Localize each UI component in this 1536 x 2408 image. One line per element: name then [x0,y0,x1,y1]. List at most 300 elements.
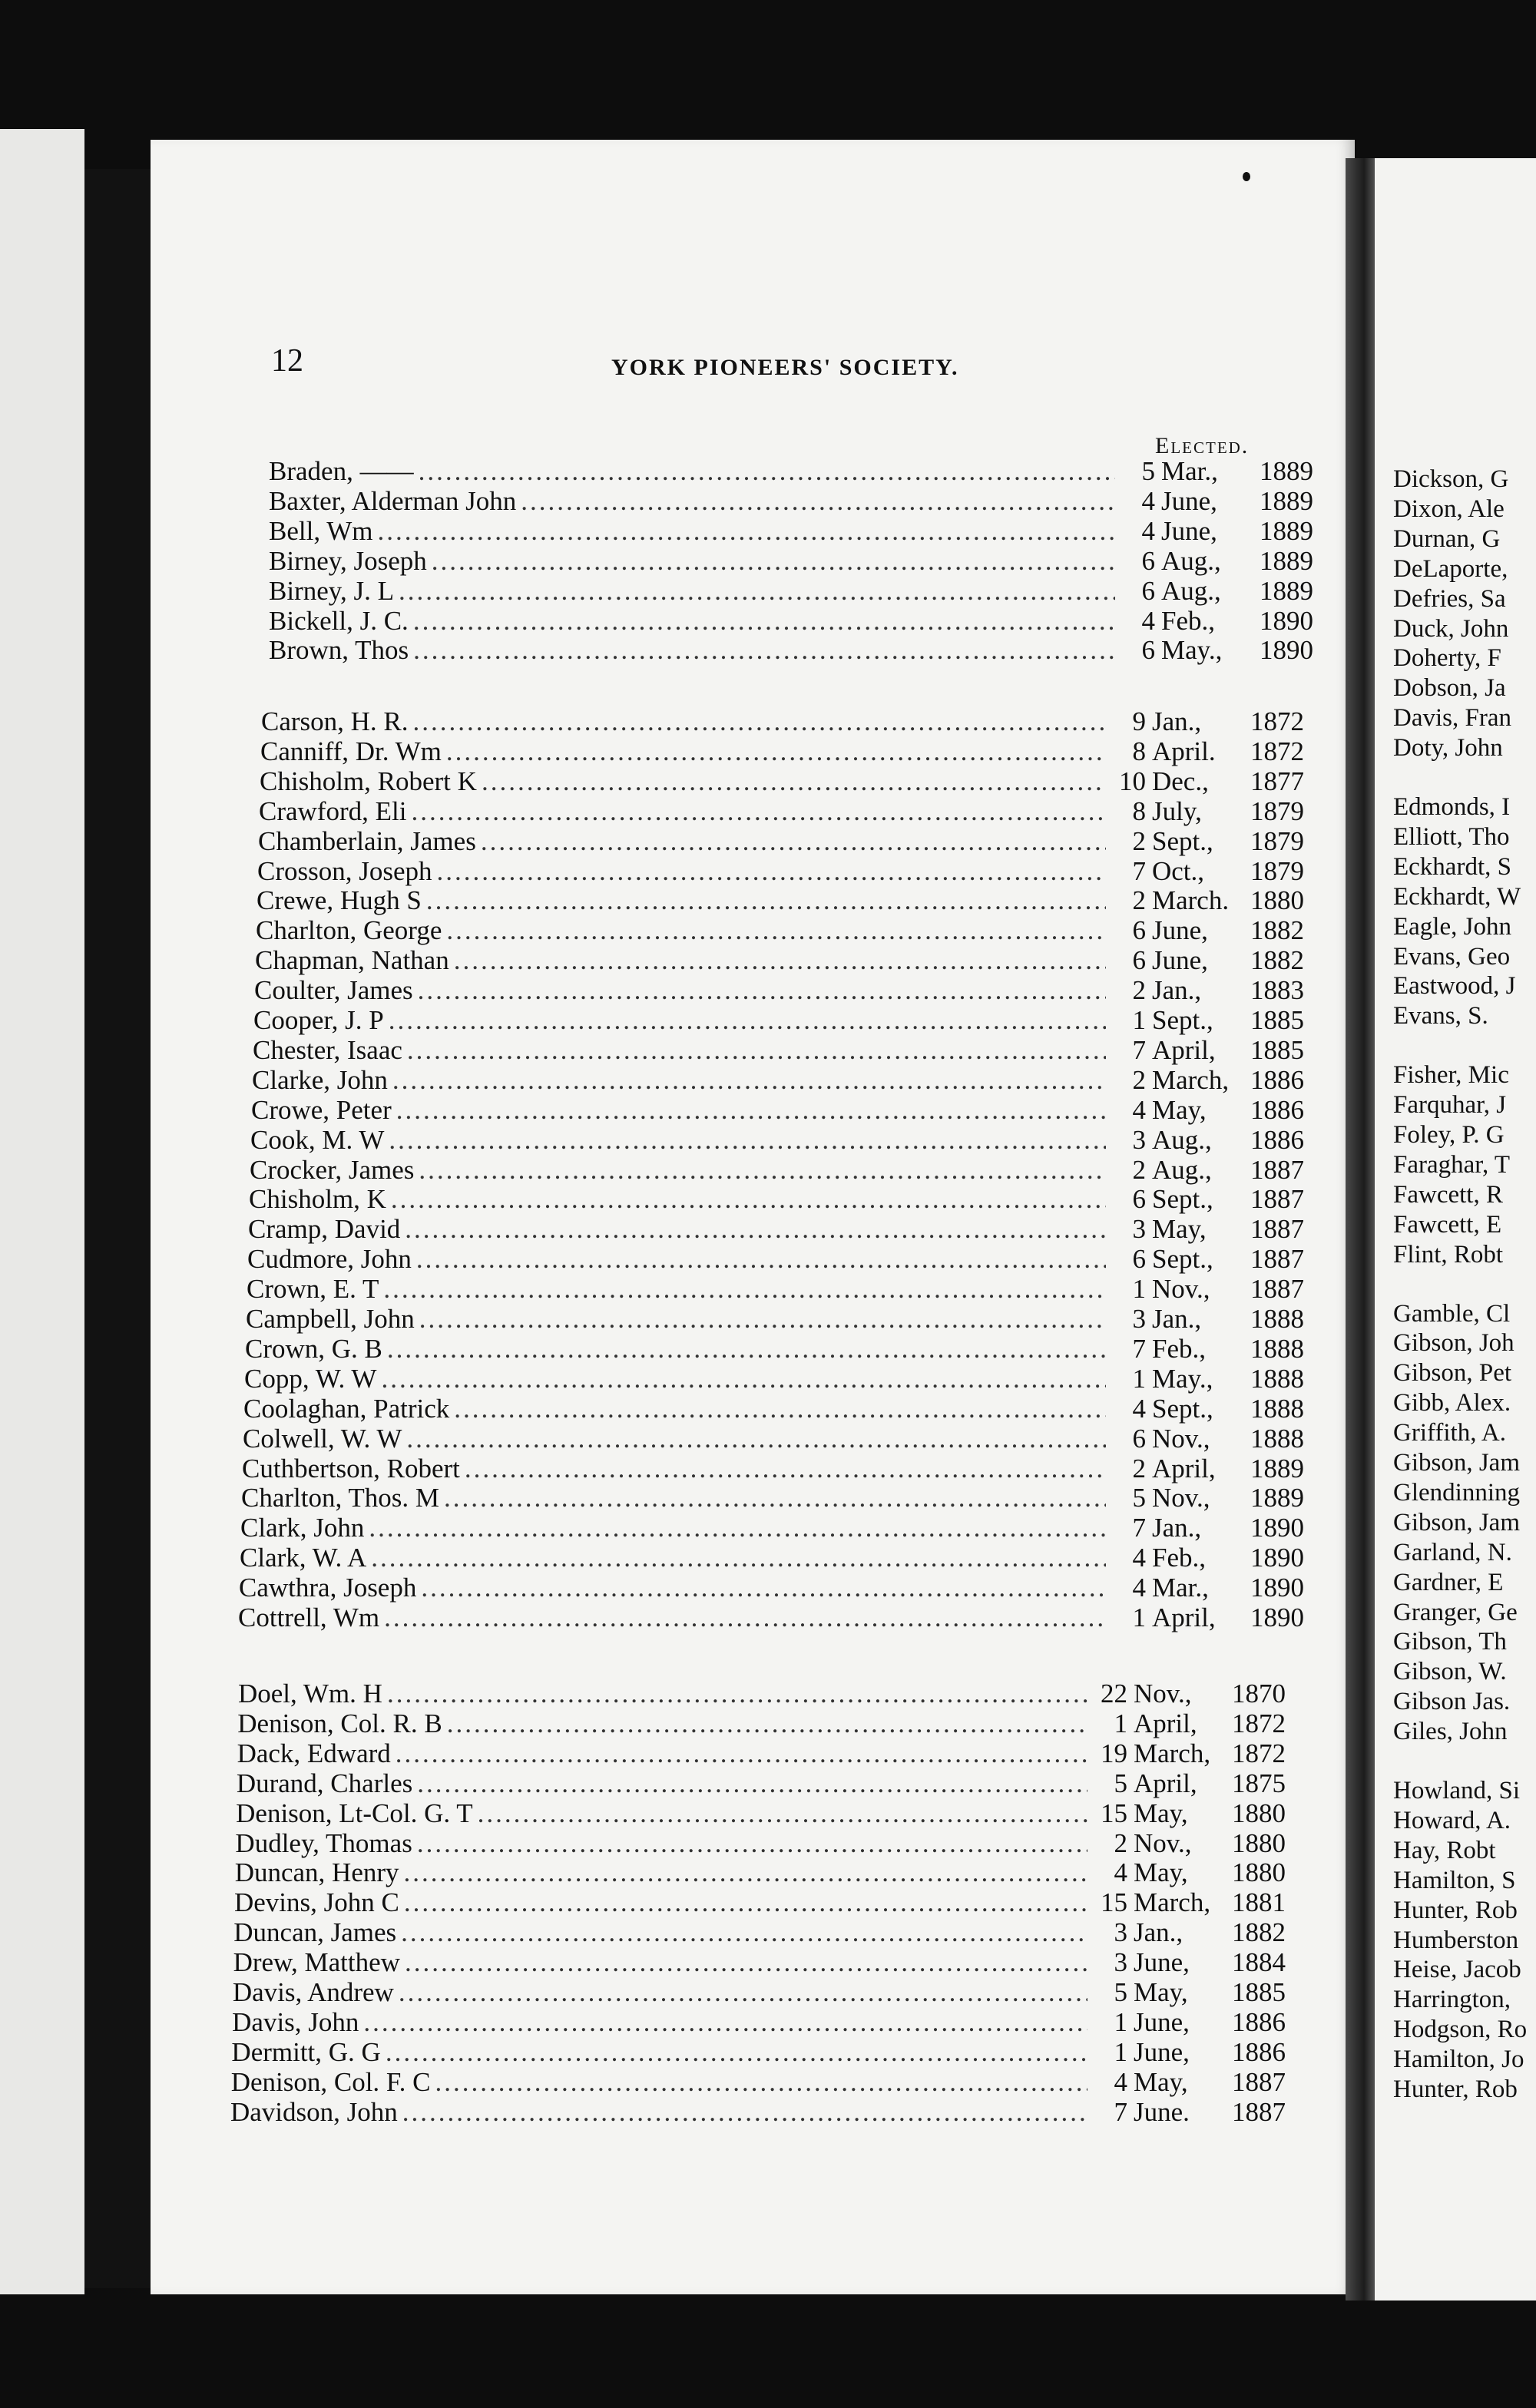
facing-page-entry: Hunter, Rob [1393,1896,1518,1924]
facing-page-entry: Doty, John [1393,734,1503,762]
elected-month: April, [1152,1453,1216,1484]
dot-leader [389,1125,1106,1156]
dot-leader [405,1947,1087,1978]
member-entry [257,856,1306,887]
elected-day: 6 [1132,1244,1146,1275]
member-name: Drew, Matthew [233,1947,400,1978]
elected-month: May, [1133,2066,1188,2097]
elected-month: Jan., [1133,1917,1183,1948]
elected-month: May, [1133,1857,1188,1888]
member-name: Brown, Thos [269,635,409,666]
dot-leader [402,2097,1087,2128]
elected-year: 1889 [1260,545,1313,576]
elected-year: 1887 [1250,1274,1304,1305]
elected-year: 1889 [1260,575,1313,606]
dot-leader [411,796,1106,827]
dot-leader [419,1304,1106,1335]
member-entry [239,1573,1306,1603]
elected-year: 1886 [1250,1124,1304,1155]
elected-year: 1887 [1250,1244,1304,1275]
elected-month: Nov., [1152,1423,1210,1454]
ink-dot [1243,172,1250,181]
member-entry [269,606,1315,637]
elected-year: 1889 [1250,1453,1304,1484]
member-name: Dack, Edward [237,1738,391,1768]
elected-month: April, [1133,1768,1197,1798]
member-entry [231,2037,1287,2068]
member-name: Cramp, David [248,1214,401,1245]
elected-day: 2 [1114,1828,1127,1858]
facing-page-entry: Gibson, W. [1393,1658,1507,1686]
elected-day: 2 [1132,1064,1146,1095]
elected-month: Sept., [1152,1005,1213,1035]
facing-page-entry: Faraghar, T [1393,1150,1511,1179]
elected-month: Aug., [1161,545,1221,576]
member-name: Dudley, Thomas [235,1828,412,1858]
dot-leader [407,1035,1106,1066]
dot-leader [413,606,1115,637]
elected-month: Aug., [1152,1124,1212,1155]
elected-day: 1 [1114,2006,1127,2037]
facing-page-entry: Doherty, F [1393,644,1501,673]
member-name: Clark, John [240,1513,365,1543]
elected-month: May, [1133,1977,1188,2007]
facing-left-page-edge [0,129,84,2294]
facing-page-entry: Davis, Fran [1393,704,1511,733]
elected-year: 1888 [1250,1333,1304,1364]
elected-month: May., [1161,635,1223,666]
member-name: Birney, J. L [269,575,394,606]
elected-month: Nov., [1133,1828,1192,1858]
member-name: Cook, M. W [250,1124,385,1155]
member-entry [237,1708,1287,1739]
member-name: Crosson, Joseph [257,855,432,886]
dot-leader [417,1768,1087,1799]
elected-month: March, [1133,1738,1211,1768]
member-entry [259,796,1306,827]
elected-year: 1870 [1232,1679,1286,1708]
member-name: Clarke, John [252,1064,388,1095]
facing-page-entry: Gibson, Pet [1393,1359,1512,1388]
member-name: Copp, W. W [244,1363,377,1394]
member-entry [249,1184,1306,1215]
dot-leader [444,1483,1106,1513]
member-entry [260,736,1306,767]
facing-page-entry: Evans, S. [1393,1002,1488,1030]
dot-leader [387,1679,1087,1709]
elected-day: 3 [1114,1947,1127,1978]
elected-month: Sept., [1152,1244,1213,1275]
facing-page-entry: Gibson, Th [1393,1628,1507,1656]
elected-year: 1889 [1250,1483,1304,1513]
member-name: Bell, Wm [269,515,373,546]
member-name: Crawford, Eli [259,796,407,826]
dot-leader [521,486,1115,517]
elected-year: 1885 [1231,1977,1286,2007]
elected-day: 8 [1132,796,1146,826]
dot-leader [389,1005,1106,1036]
member-entry [232,2007,1287,2038]
elected-day: 15 [1100,1798,1127,1828]
elected-year: 1888 [1250,1304,1304,1334]
elected-day: 4 [1132,1573,1146,1603]
elected-day: 3 [1114,1917,1127,1948]
member-entry [238,1679,1287,1709]
facing-page-entry: Fawcett, R [1393,1180,1503,1209]
elected-day: 5 [1132,1483,1146,1513]
member-name: Cuthbertson, Robert [242,1453,460,1484]
member-entry [248,1214,1306,1245]
elected-day: 7 [1132,1034,1146,1065]
elected-month: Nov., [1152,1274,1210,1305]
elected-day: 7 [1132,1513,1146,1543]
member-entry [258,826,1306,857]
elected-month: Aug., [1161,575,1221,606]
elected-year: 1888 [1250,1393,1304,1424]
elected-month: June, [1161,515,1217,546]
elected-year: 1875 [1231,1768,1286,1798]
elected-day: 6 [1141,545,1155,576]
member-entry [261,706,1306,737]
member-entry [233,1947,1287,1978]
dot-leader [371,1543,1106,1573]
elected-month: Aug., [1152,1154,1212,1185]
member-entry [269,486,1315,517]
elected-day: 1 [1114,1708,1127,1738]
elected-day: 3 [1132,1304,1146,1334]
elected-day: 2 [1132,825,1146,856]
elected-month: May, [1133,1798,1188,1828]
elected-day: 4 [1132,1543,1146,1573]
facing-page-entry: Glendinning [1393,1478,1520,1507]
member-name: Chisholm, Robert K [260,766,477,796]
member-entry [269,516,1315,547]
member-name: Clark, W. A [240,1543,367,1573]
elected-year: 1882 [1250,945,1304,976]
facing-page-entry: Eckhardt, S [1393,852,1511,881]
facing-page-entry: Foley, P. G [1393,1121,1505,1149]
elected-day: 6 [1132,1423,1146,1454]
elected-year: 1889 [1260,456,1313,486]
elected-year: 1890 [1250,1603,1304,1632]
facing-page-entry: Gibson, Joh [1393,1329,1514,1358]
elected-day: 19 [1100,1738,1127,1768]
member-name: Crocker, James [250,1154,415,1185]
elected-month: April, [1152,1034,1216,1065]
elected-year: 1880 [1231,1798,1286,1828]
member-entry [269,576,1315,607]
member-entry [240,1543,1306,1573]
member-name: Chapman, Nathan [255,945,449,976]
member-entry [245,1334,1306,1364]
facing-page-entry: Granger, Ge [1393,1598,1518,1626]
dot-leader [383,1274,1106,1305]
member-entry [260,766,1306,797]
elected-year: 1886 [1231,2006,1286,2037]
elected-year: 1883 [1250,975,1304,1006]
facing-page-entry: Hay, Robt [1393,1836,1496,1864]
member-name: Davidson, John [230,2096,398,2127]
elected-month: June, [1152,915,1208,946]
elected-day: 1 [1132,1603,1146,1632]
member-name: Coulter, James [254,975,413,1006]
facing-page-entry: Elliott, Tho [1393,822,1510,851]
facing-page-entry: Durnan, G [1393,524,1501,553]
dot-leader [421,1573,1106,1603]
member-name: Dermitt, G. G [231,2036,381,2067]
dot-leader [381,1364,1106,1394]
facing-page-entry: Dobson, Ja [1393,674,1506,703]
member-entry [246,1304,1306,1335]
elected-year: 1880 [1250,885,1304,916]
elected-year: 1887 [1250,1154,1304,1185]
facing-page-entry: Gibb, Alex. [1393,1389,1511,1417]
facing-page-entry: Heise, Jacob [1393,1956,1521,1984]
member-name: Chester, Isaac [253,1034,402,1065]
facing-page-entry: Humberston [1393,1926,1519,1954]
elected-month: June, [1161,485,1217,516]
facing-page-entry: Hamilton, S [1393,1866,1516,1894]
member-name: Chamberlain, James [258,825,476,856]
dot-leader [391,1184,1106,1215]
dot-leader [392,1065,1106,1096]
dot-leader [399,1977,1087,2008]
facing-page-entry: Flint, Robt [1393,1240,1504,1268]
elected-month: Oct., [1152,855,1205,886]
facing-page-entry: Dixon, Ale [1393,495,1505,523]
dot-leader [447,1708,1087,1739]
elected-month: Sept., [1152,1393,1213,1424]
dot-leader [417,1828,1087,1859]
member-name: Crowe, Peter [251,1094,392,1125]
elected-month: Nov., [1134,1679,1192,1708]
elected-day: 9 [1132,706,1146,736]
elected-day: 6 [1132,945,1146,976]
elected-year: 1882 [1231,1917,1286,1948]
facing-page-entry: Garland, N. [1393,1538,1512,1566]
elected-day: 4 [1141,605,1155,636]
member-entry [243,1424,1306,1454]
dot-leader [416,1244,1106,1275]
elected-month: Feb., [1161,605,1215,636]
facing-page-entry: Griffith, A. [1393,1419,1506,1447]
dot-leader [401,1917,1087,1948]
member-name: Campbell, John [246,1304,415,1334]
member-entry [269,456,1315,487]
member-entry [269,546,1315,577]
member-entry [235,1828,1287,1859]
dot-leader [435,2067,1087,2098]
elected-year: 1889 [1260,515,1313,546]
elected-month: April, [1152,1603,1216,1632]
running-head: YORK PIONEERS' SOCIETY. [611,355,959,380]
elected-month: March, [1152,1064,1230,1095]
elected-year: 1890 [1260,635,1313,666]
member-name: Crown, E. T [247,1274,379,1305]
dot-leader [419,456,1115,487]
elected-year: 1885 [1250,1034,1304,1065]
elected-year: 1886 [1231,2036,1286,2067]
page-number: 12 [271,343,303,379]
member-entry [236,1798,1287,1829]
member-name: Canniff, Dr. Wm [260,736,442,766]
facing-page-entry: Gardner, E [1393,1568,1504,1596]
elected-day: 7 [1114,2096,1127,2127]
facing-page-entry: Howard, A. [1393,1806,1511,1834]
elected-year: 1879 [1250,855,1304,886]
facing-page-entry: Fawcett, E [1393,1210,1502,1239]
elected-year: 1880 [1231,1857,1286,1888]
dot-leader [419,1155,1106,1186]
dot-leader [465,1454,1106,1484]
elected-day: 4 [1114,2066,1127,2097]
dot-leader [446,736,1106,767]
elected-year: 1879 [1250,825,1304,856]
facing-page-entry: Hodgson, Ro [1393,2016,1528,2044]
dot-leader [363,2007,1087,2038]
member-entry [250,1125,1306,1156]
member-name: Baxter, Alderman John [269,485,517,516]
facing-page-entry: Eagle, John [1393,912,1511,941]
elected-year: 1882 [1250,915,1304,946]
dot-leader [481,826,1106,857]
elected-day: 6 [1141,575,1155,606]
facing-page-entry: Eckhardt, W [1393,882,1521,911]
dot-leader [377,516,1115,547]
elected-year: 1888 [1250,1423,1304,1454]
elected-day: 5 [1114,1768,1127,1798]
member-entry [240,1513,1306,1543]
elected-year: 1887 [1232,2096,1286,2127]
member-entry [238,1603,1306,1633]
member-entry [253,1035,1306,1066]
member-entry [255,945,1306,976]
dot-leader [413,706,1106,737]
member-name: Braden, —— [269,456,414,486]
facing-page-entry: Duck, John [1393,614,1509,643]
elected-day: 2 [1132,885,1146,916]
dot-leader [369,1513,1106,1543]
member-entry [241,1483,1306,1513]
elected-day: 1 [1132,1274,1146,1305]
dot-leader [482,766,1106,797]
elected-year: 1890 [1250,1573,1304,1603]
member-name: Durand, Charles [236,1768,413,1798]
elected-year: 1872 [1231,1708,1286,1738]
facing-page-entry: Fisher, Mic [1393,1061,1509,1090]
dot-leader [478,1798,1087,1829]
elected-day: 3 [1132,1214,1146,1245]
elected-year: 1872 [1231,1738,1286,1768]
elected-year: 1890 [1250,1543,1304,1573]
binding-shadow-left [84,169,157,2288]
member-entry [269,635,1315,666]
facing-page-entry: Defries, Sa [1393,584,1506,613]
member-name: Charlton, Thos. M [241,1483,439,1513]
elected-month: Jan., [1152,706,1202,736]
elected-day: 4 [1141,515,1155,546]
elected-year: 1889 [1260,485,1313,516]
member-name: Duncan, James [233,1917,397,1948]
member-entry [251,1095,1306,1126]
dot-leader [418,975,1106,1006]
dot-leader [396,1738,1087,1769]
elected-month: June, [1133,1947,1190,1978]
member-name: Cooper, J. P [253,1005,384,1035]
facing-page-entry: Gibson, Jam [1393,1508,1520,1536]
elected-day: 4 [1132,1393,1146,1424]
elected-year: 1880 [1231,1828,1286,1858]
member-entry [247,1244,1306,1275]
elected-year: 1886 [1250,1094,1304,1125]
elected-month: June, [1133,2006,1190,2037]
elected-month: Sept., [1152,825,1213,856]
elected-year: 1881 [1232,1887,1286,1918]
facing-page-entry: DeLaporte, [1393,554,1508,583]
elected-year: 1886 [1250,1064,1304,1095]
member-entry [237,1768,1287,1799]
facing-page-entry: Harrington, [1393,1986,1511,2014]
elected-day: 6 [1141,635,1155,666]
elected-month: Jan., [1152,1304,1202,1334]
facing-right-page [1375,158,1536,2300]
elected-day: 3 [1132,1124,1146,1155]
elected-day: 7 [1132,1333,1146,1364]
member-entry [234,1887,1287,1918]
member-entry [244,1364,1306,1394]
member-entry [243,1394,1306,1424]
elected-year: 1872 [1250,736,1304,766]
member-name: Duncan, Henry [234,1857,399,1888]
member-name: Denison, Col. R. B [237,1708,442,1738]
elected-year: 1887 [1231,2066,1286,2097]
facing-page-entry: Howland, Si [1393,1777,1520,1804]
dot-leader [446,915,1106,946]
elected-month: June, [1152,945,1208,976]
member-name: Denison, Col. F. C [230,2066,431,2097]
elected-month: June, [1133,2036,1190,2067]
member-name: Crown, G. B [245,1333,382,1364]
member-name: Colwell, W. W [243,1423,402,1454]
member-entry [256,915,1306,946]
member-name: Davis, John [232,2006,359,2037]
member-name: Cudmore, John [247,1244,412,1275]
dot-leader [405,1214,1106,1245]
elected-day: 1 [1132,1005,1146,1035]
member-entry [242,1454,1306,1484]
member-entry [230,2097,1287,2128]
facing-page-entry: Giles, John [1393,1718,1508,1746]
elected-day: 4 [1141,485,1155,516]
facing-page-entry: Gibson Jas. [1393,1688,1511,1716]
elected-year: 1879 [1250,796,1304,826]
member-name: Birney, Joseph [269,545,427,576]
dot-leader [404,1887,1087,1918]
elected-month: April. [1152,736,1216,766]
elected-month: April, [1133,1708,1197,1738]
elected-day: 5 [1141,456,1155,486]
dot-leader [404,1857,1087,1888]
facing-page-entry: Hunter, Rob [1393,2076,1518,2103]
elected-year: 1887 [1250,1214,1304,1245]
dot-leader [413,635,1115,666]
elected-month: Jan., [1152,1513,1202,1543]
elected-month: Mar., [1152,1573,1209,1603]
elected-year: 1887 [1250,1184,1304,1215]
member-entry [235,1857,1287,1888]
elected-year: 1885 [1250,1005,1304,1035]
member-entry [231,2067,1287,2098]
